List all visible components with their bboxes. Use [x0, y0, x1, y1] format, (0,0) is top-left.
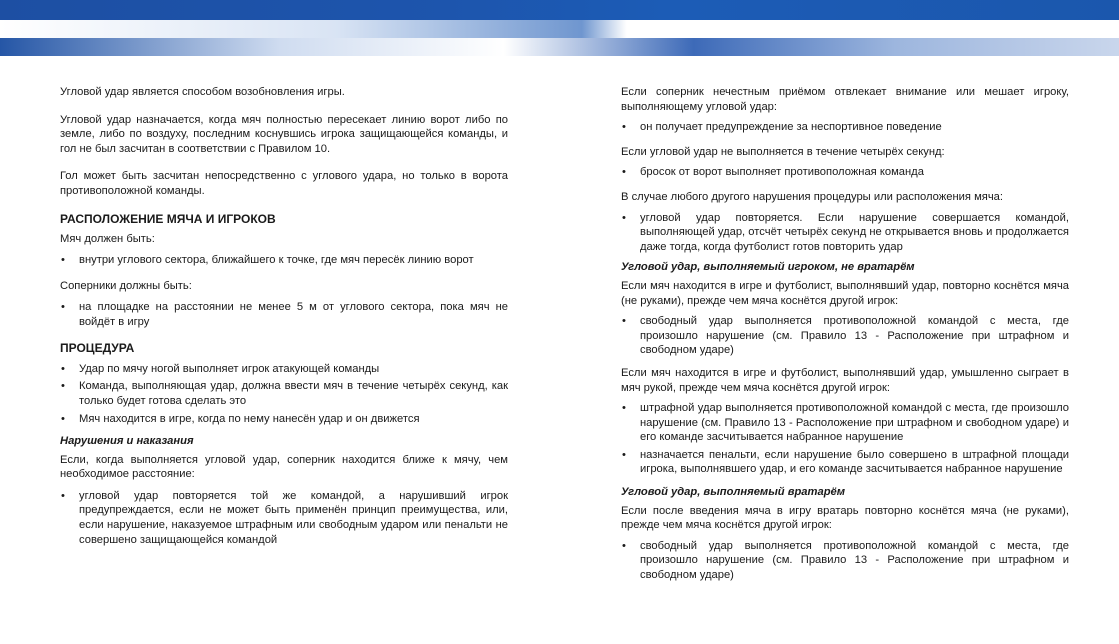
- bullet-list: [60, 489, 508, 547]
- bullet-icon: •: [61, 300, 65, 313]
- bullet-list: [60, 300, 508, 329]
- list-item: • Мяч находится в игре, когда по нему нанесён удар и он движется: [61, 412, 420, 425]
- list-item: • угловой удар повторяется. Если нарушение совершается командой, выполняющей удар, отсчёт четырёх секунд не открывается вновь и продолжается даже тогда, когда футболист готов повторить удар: [622, 211, 1069, 253]
- bullet-list: [621, 401, 1069, 477]
- bullet-icon: •: [622, 315, 626, 328]
- left-column: [60, 85, 508, 550]
- bullet-icon: •: [622, 166, 626, 179]
- list-item: • штрафной удар выполняется противоположной командой с места, где произошло нарушение (см. Правило 13 - Расположение при штрафном и свободном ударе) и его команде засчитывается набранное нарушение: [622, 402, 1069, 444]
- paragraph: Соперники должны быть:: [60, 280, 192, 293]
- bullet-list: [621, 314, 1069, 358]
- paragraph: Гол может быть засчитан непосредственно с углового удара, но только в ворота противоположной команды.: [60, 170, 508, 197]
- paragraph: Если мяч находится в игре и футболист, выполнявший удар, умышленно сыграет в мяч рукой, прежде чем мяча коснётся другой игрок:: [621, 366, 1069, 394]
- list-item: • назначается пенальти, если нарушение было совершено в штрафной площади игрока, выполнявшего удар, и его команде засчитывается набранное нарушение: [622, 448, 1069, 476]
- list-item: • Команда, выполняющая удар, должна ввести мяч в течение четырёх секунд, как только будет готова сделать это: [61, 380, 508, 407]
- right-column: [621, 85, 1069, 586]
- paragraph: Если, когда выполняется угловой удар, соперник находится ближе к мячу, чем необходимое расстояние:: [60, 453, 508, 481]
- header-banner: [0, 0, 1119, 56]
- list-item: • свободный удар выполняется противоположной командой с места, где произошло нарушение (см. Правило 13 - Расположение при штрафном и свободном ударе): [622, 315, 1069, 357]
- bullet-icon: •: [61, 489, 65, 502]
- bullet-list: [621, 120, 1069, 135]
- list-item: • Удар по мячу ногой выполняет игрок атакующей команды: [61, 362, 380, 375]
- bullet-icon: •: [622, 211, 626, 224]
- list-item: • на площадке на расстоянии не менее 5 м от углового сектора, пока мяч не войдёт в игру: [61, 300, 508, 328]
- paragraph: В случае любого другого нарушения процедуры или расположения мяча:: [621, 190, 1003, 203]
- paragraph: Если после введения мяча в игру вратарь повторно коснётся мяча (не руками), прежде чем мяча коснётся другой игрок:: [621, 504, 1069, 532]
- bullet-icon: •: [622, 121, 626, 134]
- bullet-icon: •: [61, 412, 65, 425]
- bullet-icon: •: [622, 539, 626, 552]
- bullet-icon: •: [622, 448, 626, 461]
- paragraph: Если соперник нечестным приёмом отвлекает внимание или мешает игроку, выполняющему угловой удар:: [621, 86, 1069, 113]
- list-item: • угловой удар повторяется той же командой, а нарушивший игрок предупреждается, если не может быть применён принцип преимущества, или, если нарушение, наказуемое штрафным или свободным ударом или пенальти не совершено защищающейся командой: [61, 489, 508, 546]
- bullet-list: [621, 539, 1069, 583]
- subsection-heading: Угловой удар, выполняемый игроком, не вратарём: [621, 261, 915, 274]
- subsection-heading: Нарушения и наказания: [60, 435, 194, 448]
- banner-stripe-bottom: [0, 38, 1119, 56]
- bullet-icon: •: [61, 253, 65, 266]
- subsection-heading: Угловой удар, выполняемый вратарём: [621, 486, 846, 499]
- list-item: • он получает предупреждение за неспортивное поведение: [622, 121, 942, 134]
- paragraph: Угловой удар является способом возобновления игры.: [60, 86, 345, 98]
- list-item: • внутри углового сектора, ближайшего к точке, где мяч пересёк линию ворот: [61, 253, 474, 266]
- section-heading: РАСПОЛОЖЕНИЕ МЯЧА И ИГРОКОВ: [60, 211, 276, 226]
- section-heading: ПРОЦЕДУРА: [60, 341, 135, 356]
- bullet-icon: •: [61, 380, 65, 393]
- bullet-list: [621, 165, 1069, 180]
- banner-stripe-top: [0, 0, 1119, 20]
- list-item: • бросок от ворот выполняет противоположная команда: [622, 166, 924, 179]
- list-item: • свободный удар выполняется противоположной командой с места, где произошло нарушение (см. Правило 13 - Расположение при штрафном и свободном ударе): [622, 539, 1069, 582]
- bullet-list: [60, 362, 508, 426]
- paragraph: Если мяч находится в игре и футболист, выполнявший удар, повторно коснётся мяча (не руками), прежде чем мяча коснётся другой игрок:: [621, 279, 1069, 307]
- paragraph: Мяч должен быть:: [60, 233, 155, 246]
- paragraph: Угловой удар назначается, когда мяч полностью пересекает линию ворот либо по земле, либо по воздуху, последним коснувшись игрока защищающейся команды, и гол не был засчитан в соответствии с Правилом 10.: [60, 113, 508, 155]
- bullet-list: [60, 253, 508, 268]
- bullet-icon: •: [61, 362, 65, 375]
- banner-stripe-middle: [0, 20, 1119, 38]
- paragraph: Если угловой удар не выполняется в течение четырёх секунд:: [621, 145, 945, 158]
- bullet-icon: •: [622, 402, 626, 415]
- bullet-list: [621, 211, 1069, 255]
